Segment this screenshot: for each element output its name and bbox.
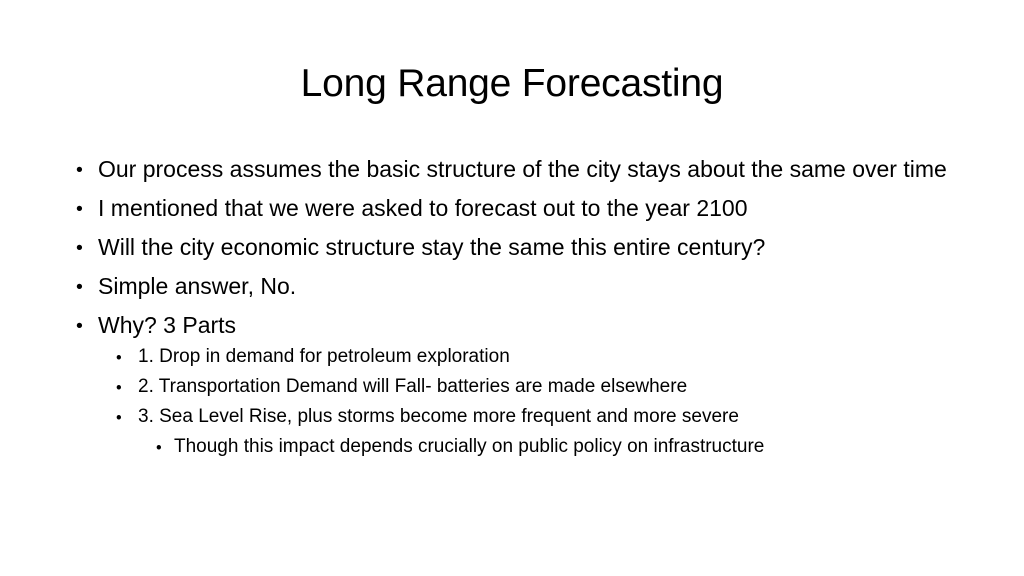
bullet-text: Why? 3 Parts <box>98 312 237 338</box>
bullet-text: Will the city economic structure stay the same this entire century? <box>98 234 766 260</box>
bullet-text: I mentioned that we were asked to forecast out to the year 2100 <box>98 195 748 221</box>
sub-bullet-item <box>116 405 956 429</box>
bullet-text: 2. Transportation Demand will Fall- batteries are made elsewhere <box>138 376 688 397</box>
bullet-dot-icon: • <box>76 159 83 181</box>
bullet-dot-icon: • <box>156 439 162 457</box>
sub-sub-bullet-item <box>156 435 956 459</box>
bullet-item <box>76 155 956 183</box>
bullet-text: Simple answer, No. <box>98 273 297 299</box>
bullet-dot-icon: • <box>76 237 83 259</box>
bullet-dot-icon: • <box>116 409 122 427</box>
bullet-item <box>76 194 956 222</box>
sub-bullet-item <box>116 375 956 399</box>
bullet-list <box>76 155 956 465</box>
bullet-dot-icon: • <box>76 276 83 298</box>
bullet-dot-icon: • <box>76 198 83 220</box>
bullet-item <box>76 233 956 261</box>
bullet-text: Though this impact depends crucially on public policy on infrastructure <box>174 436 765 457</box>
sub-bullet-item <box>116 345 956 369</box>
bullet-dot-icon: • <box>76 315 83 337</box>
bullet-text: Our process assumes the basic structure of the city stays about the same over time <box>98 156 947 182</box>
slide-title: Long Range Forecasting <box>300 62 724 105</box>
bullet-text: 1. Drop in demand for petroleum exploration <box>138 346 510 367</box>
bullet-item <box>76 311 956 339</box>
bullet-dot-icon: • <box>116 349 122 367</box>
bullet-text: 3. Sea Level Rise, plus storms become more frequent and more severe <box>138 406 739 427</box>
bullet-dot-icon: • <box>116 379 122 397</box>
bullet-item <box>76 272 956 300</box>
